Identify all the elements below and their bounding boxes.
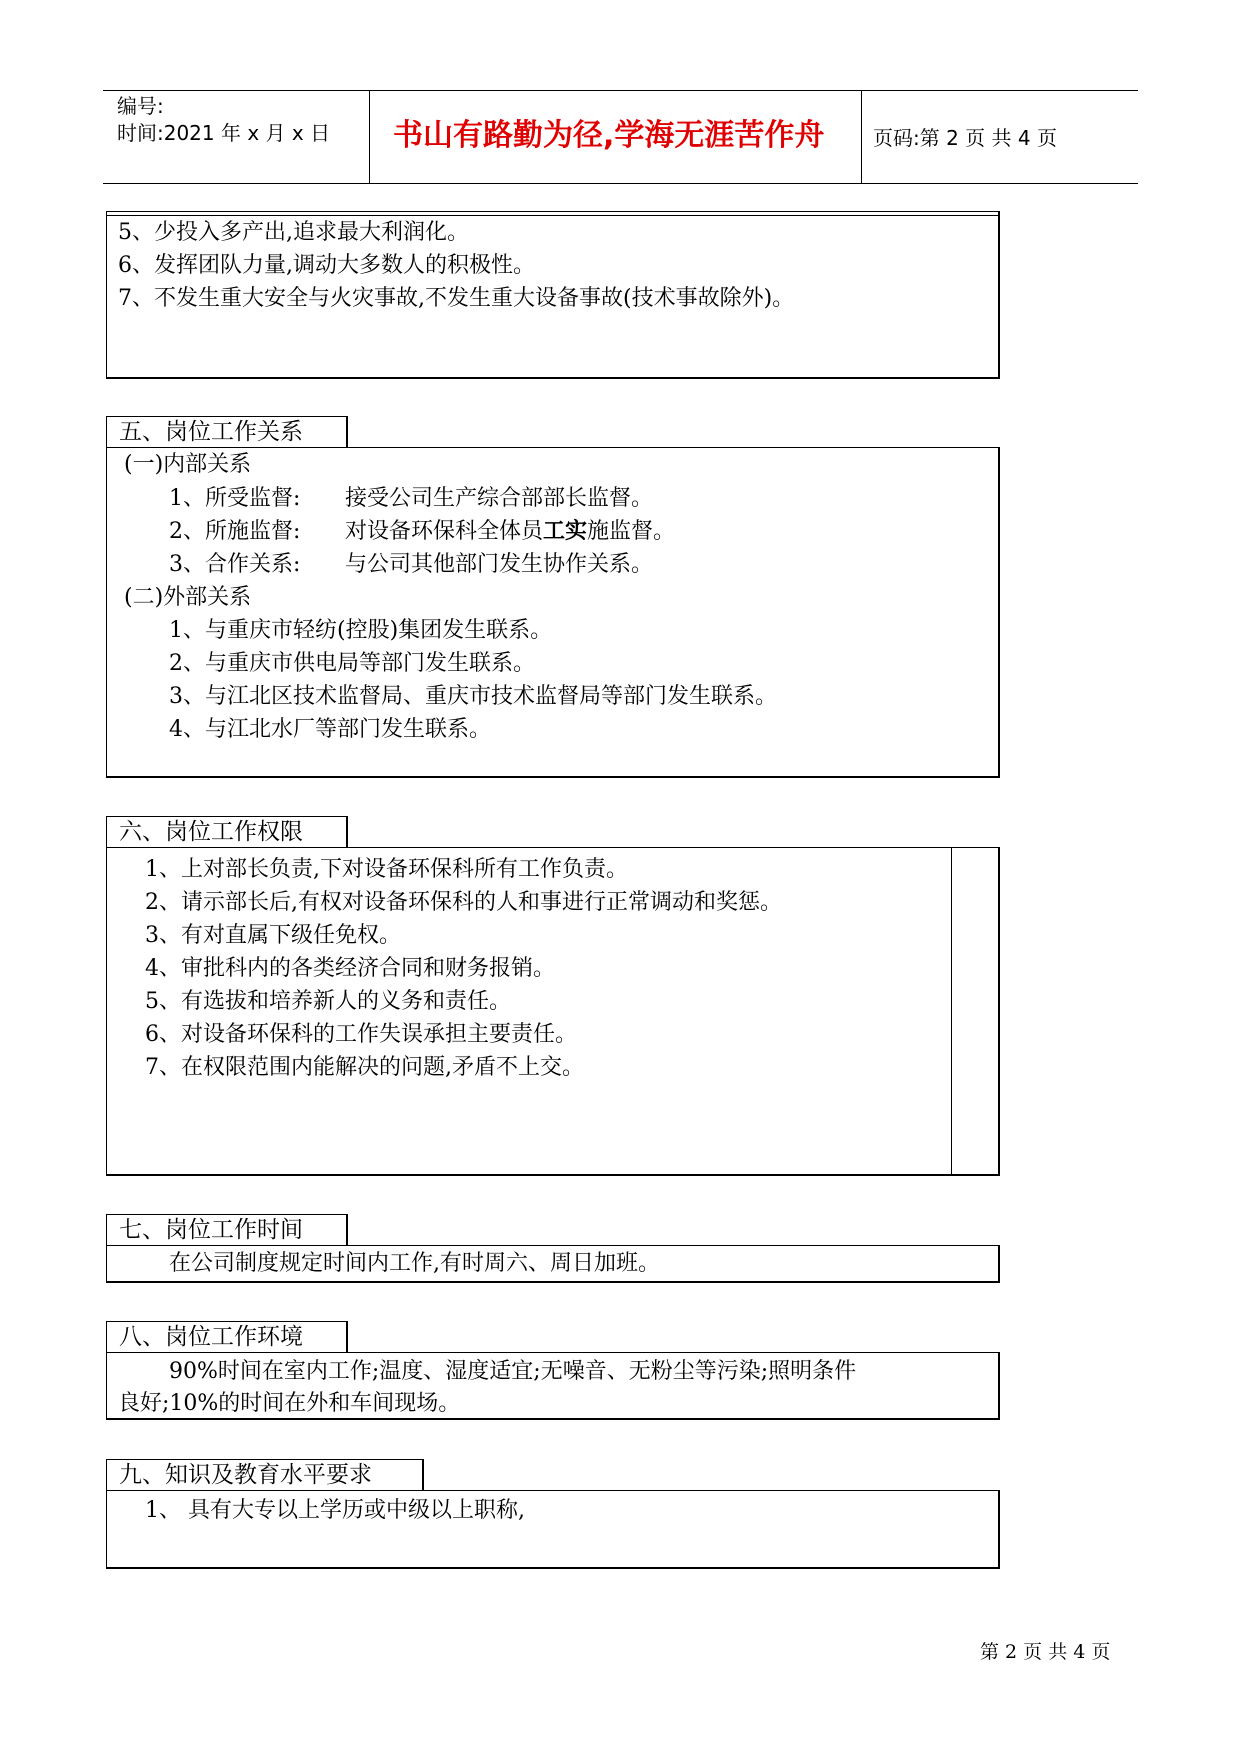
external-relation-item: 3、与江北区技术监督局、重庆市技术监督局等部门发生联系。 (169, 684, 777, 709)
section-title-work-environment: 八、岗位工作环境 (106, 1321, 348, 1352)
work-environment-text: 良好;10%的时间在外和车间现场。 (118, 1391, 461, 1416)
date-text: 时间:2021 年 x 月 x 日 (117, 121, 331, 145)
objective-item: 5、少投入多产出,追求最大利润化。 (118, 220, 469, 245)
objective-item: 7、不发生重大安全与火灾事故,不发生重大设备事故(技术事故除外)。 (118, 286, 795, 311)
header-top-rule (103, 90, 1138, 91)
internal-relation-text (345, 519, 675, 545)
header-divider-right (861, 90, 862, 184)
authority-item: 7、在权限范围内能解决的问题,矛盾不上交。 (145, 1055, 584, 1080)
authority-item: 4、审批科内的各类经济合同和财务报销。 (145, 956, 555, 981)
header-page-number: 页码:第 2 页 共 4 页 (873, 126, 1057, 150)
header-divider-left (369, 90, 370, 184)
section-title-work-relations: 五、岗位工作关系 (106, 416, 348, 447)
footer-page-number: 第 2 页 共 4 页 (980, 1641, 1111, 1663)
internal-relation-text: 与公司其他部门发生协作关系。 (345, 552, 654, 577)
section-title-education: 九、知识及教育水平要求 (106, 1459, 424, 1490)
education-item: 1、 具有大专以上学历或中级以上职称, (145, 1498, 525, 1523)
motto-slogan: 书山有路勤为径,学海无涯苦作舟 (393, 118, 825, 153)
authority-item: 2、请示部长后,有权对设备环保科的人和事进行正常调动和奖惩。 (145, 890, 782, 915)
serial-label: 编号: (117, 94, 164, 118)
authority-item: 1、上对部长负责,下对设备环保科所有工作负责。 (145, 857, 628, 882)
header-bottom-rule (103, 183, 1138, 184)
external-relation-item: 2、与重庆市供电局等部门发生联系。 (169, 651, 535, 676)
authority-item: 6、对设备环保科的工作失误承担主要责任。 (145, 1022, 577, 1047)
work-environment-text: 90%时间在室内工作;温度、湿度适宜;无噪音、无粉尘等污染;照明条件 (169, 1359, 857, 1384)
external-relation-item: 4、与江北水厂等部门发生联系。 (169, 717, 491, 742)
external-relations-heading: (二)外部关系 (124, 585, 252, 610)
internal-relation-prefix: 3、合作关系: (169, 552, 301, 577)
internal-relation-prefix: 1、所受监督: (169, 486, 301, 511)
authority-item: 3、有对直属下级任免权。 (145, 923, 401, 948)
internal-relation-text: 接受公司生产综合部部长监督。 (345, 486, 654, 511)
internal-relation-text-bold: 工实 (543, 519, 588, 544)
section-title-work-authority: 六、岗位工作权限 (106, 816, 348, 847)
section-title-work-time: 七、岗位工作时间 (106, 1214, 348, 1245)
objective-item: 6、发挥团队力量,调动大多数人的积极性。 (118, 253, 535, 278)
external-relation-item: 1、与重庆市轻纺(控股)集团发生联系。 (169, 618, 553, 643)
internal-relation-text-part: 施监督。 (587, 519, 676, 544)
work-time-text: 在公司制度规定时间内工作,有时周六、周日加班。 (169, 1251, 660, 1276)
internal-relation-text-part: 对设备环保科全体员 (345, 519, 544, 544)
authority-item: 5、有选拔和培养新人的义务和责任。 (145, 989, 511, 1014)
internal-relation-prefix: 2、所施监督: (169, 519, 301, 544)
internal-relations-heading: (一)内部关系 (124, 452, 252, 477)
authority-box-inner-divider (951, 847, 952, 1176)
